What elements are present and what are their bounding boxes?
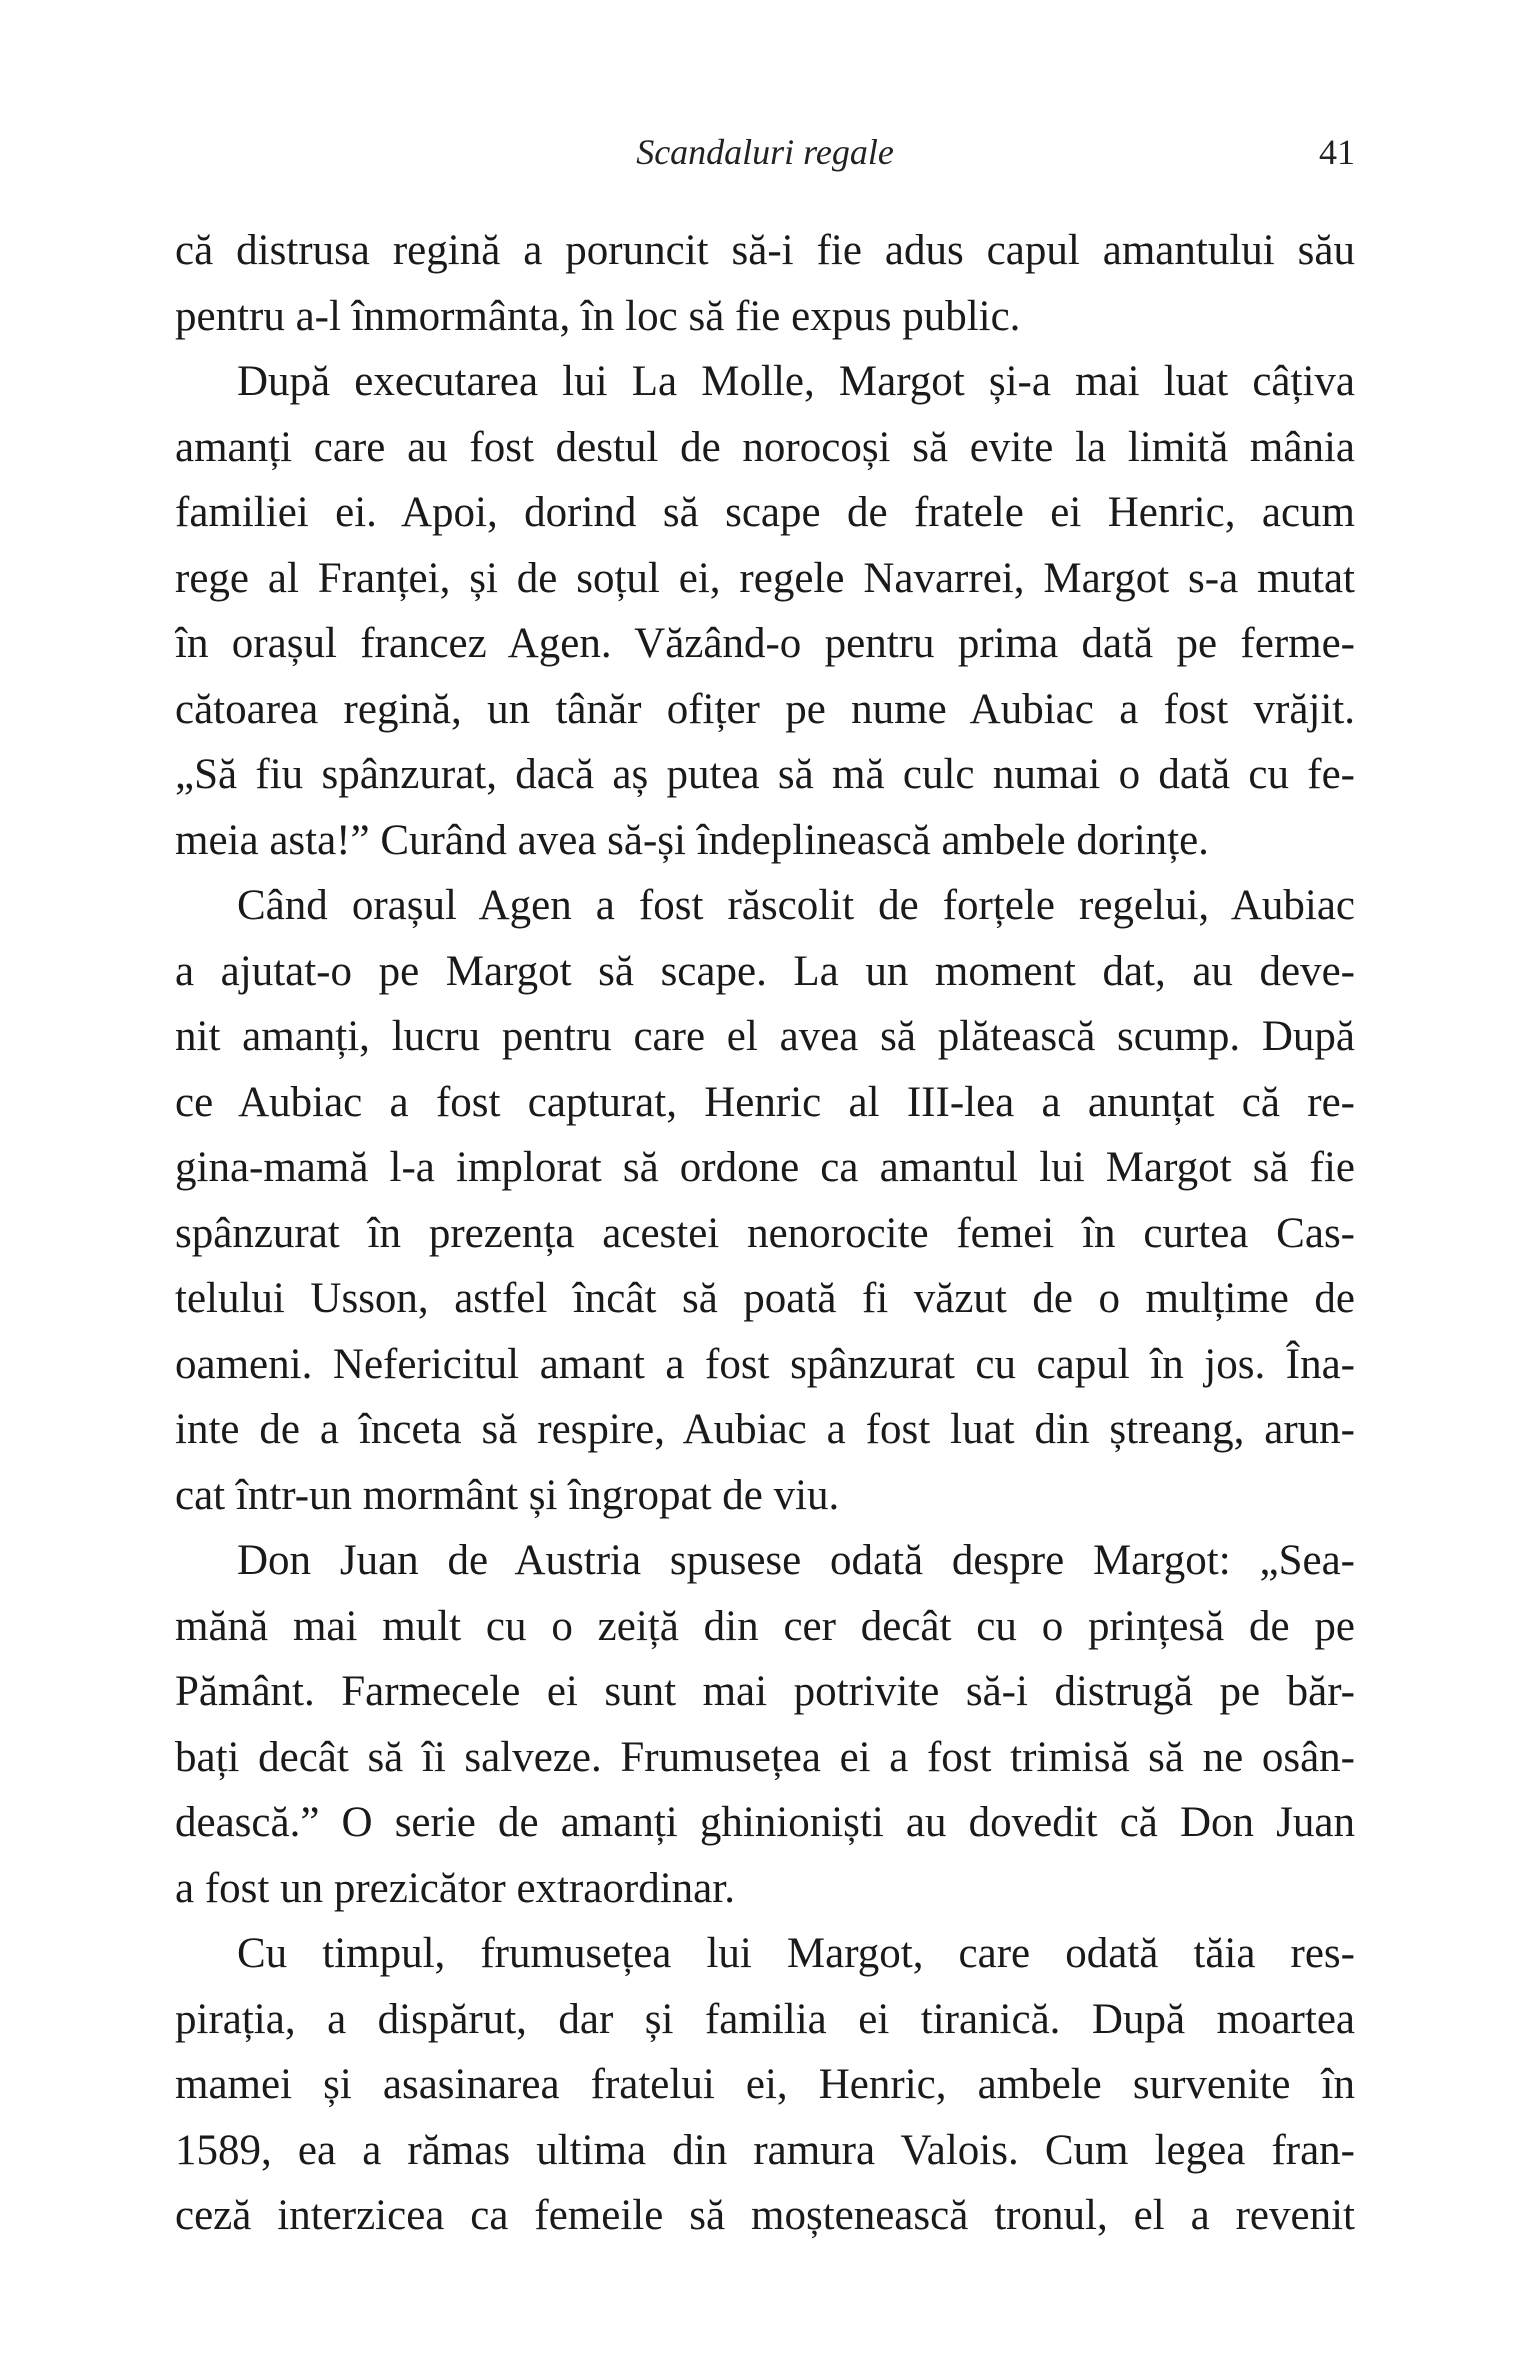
paragraph	[175, 873, 1355, 1528]
paragraph	[175, 1921, 1355, 2249]
paragraph	[175, 218, 1355, 349]
text-line: cătoarea regină, un tânăr ofițer pe nume Aubiac a fost vrăjit.	[175, 685, 1355, 733]
body-text	[175, 218, 1355, 2249]
page-number: 41	[1319, 132, 1355, 172]
text-line: oameni. Nefericitul amant a fost spânzurat cu capul în jos. Îna-	[175, 1340, 1355, 1388]
text-line: spânzurat în prezența acestei nenorocite femei în curtea Cas-	[175, 1209, 1355, 1257]
text-line: rege al Franței, și de soțul ei, regele Navarrei, Margot s-a mutat	[175, 554, 1355, 602]
paragraph	[175, 349, 1355, 873]
text-line: pirația, a dispărut, dar și familia ei tiranică. După moartea	[175, 1995, 1355, 2043]
text-line: mănă mai mult cu o zeiță din cer decât cu o prințesă de pe	[175, 1602, 1355, 1650]
running-header	[175, 122, 1355, 182]
text-line: a fost un prezicător extraordinar.	[175, 1864, 735, 1912]
text-line: Don Juan de Austria spusese odată despre Margot: „Sea-	[237, 1537, 1355, 1584]
text-line: amanți care au fost destul de norocoși să evite la limită mânia	[175, 423, 1355, 471]
text-line: familiei ei. Apoi, dorind să scape de fratele ei Henric, acum	[175, 489, 1355, 536]
text-line: mamei și asasinarea fratelui ei, Henric, ambele survenite în	[175, 2061, 1355, 2108]
text-line: Când orașul Agen a fost răscolit de forțele regelui, Aubiac	[237, 882, 1355, 929]
text-line: Pământ. Farmecele ei sunt mai potrivite să-i distrugă pe băr-	[175, 1668, 1355, 1715]
text-line: nit amanți, lucru pentru care el avea să plătească scump. După	[175, 1013, 1355, 1060]
text-line: ceză interzicea ca femeile să moștenească tronul, el a revenit	[175, 2192, 1355, 2239]
text-line: pentru a-l înmormânta, în loc să fie expus public.	[175, 292, 1021, 340]
text-line: cat într-un mormânt și îngropat de viu.	[175, 1471, 840, 1519]
text-line: gina-mamă l-a implorat să ordone ca amantul lui Margot să fie	[175, 1144, 1355, 1191]
text-line: dească.” O serie de amanți ghinioniști au dovedit că Don Juan	[175, 1799, 1355, 1846]
text-line: că distrusa regină a poruncit să-i fie adus capul amantului său	[175, 227, 1355, 274]
text-line: ce Aubiac a fost capturat, Henric al III-lea a anunțat că re-	[175, 1078, 1355, 1126]
text-line: bați decât să îi salveze. Frumusețea ei a fost trimisă să ne osân-	[175, 1733, 1355, 1781]
text-line: După executarea lui La Molle, Margot și-a mai luat câțiva	[237, 358, 1355, 405]
running-title: Scandaluri regale	[636, 132, 894, 172]
text-line: telului Usson, astfel încât să poată fi văzut de o mulțime de	[175, 1275, 1355, 1322]
text-line: a ajutat-o pe Margot să scape. La un moment dat, au deve-	[175, 947, 1355, 995]
text-line: 1589, ea a rămas ultima din ramura Valois. Cum legea fran-	[175, 2126, 1355, 2174]
text-line: inte de a înceta să respire, Aubiac a fost luat din ștreang, arun-	[175, 1406, 1355, 1453]
paragraph	[175, 1528, 1355, 1921]
text-line: „Să fiu spânzurat, dacă aș putea să mă culc numai o dată cu fe-	[175, 751, 1355, 798]
text-line: în orașul francez Agen. Văzând-o pentru prima dată pe ferme-	[175, 620, 1355, 667]
text-line: meia asta!” Curând avea să-și îndeplinească ambele dorințe.	[175, 816, 1209, 864]
text-line: Cu timpul, frumusețea lui Margot, care odată tăia res-	[237, 1930, 1355, 1977]
